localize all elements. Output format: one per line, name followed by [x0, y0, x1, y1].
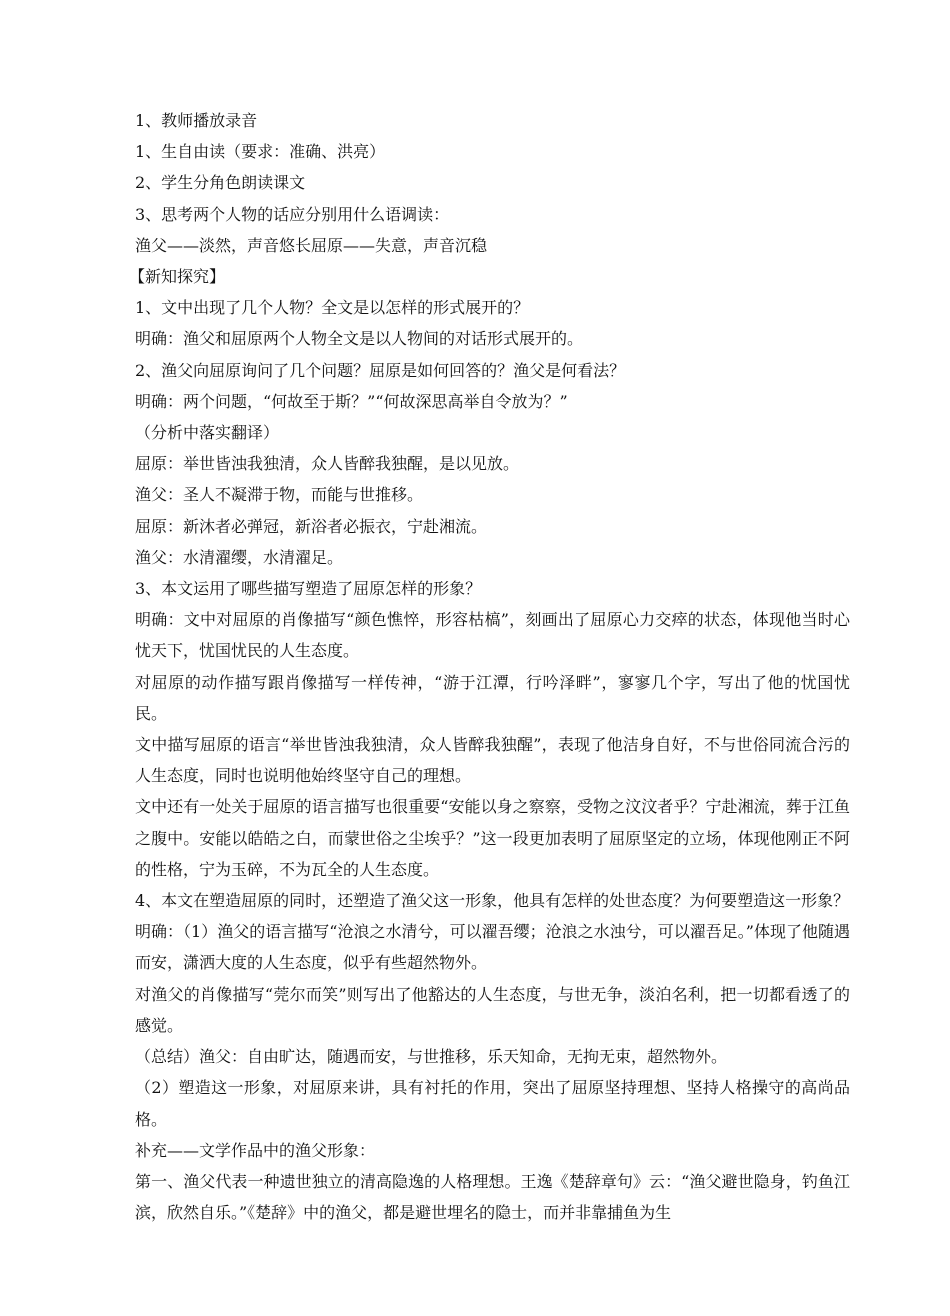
translation-note: （分析中落实翻译）	[135, 423, 280, 443]
summary-paragraph: （总结）渔父：自由旷达，随遇而安，与世推移，乐天知命，无拘无束，超然物外。	[135, 1047, 728, 1067]
answer-1: 明确：渔父和屈原两个人物全文是以人物间的对话形式展开的。	[135, 329, 584, 349]
answer-3: 明确：文中对屈原的肖像描写“颜色憔悴，形容枯槁”，刻画出了屈原心力交瘁的状态，体现他当时心忧天下，忧国忧民的人生态度。	[135, 610, 850, 661]
dialogue-line-3: 屈原：新沐者必弹冠，新浴者必振衣，宁赴湘流。	[135, 516, 488, 536]
question-3: 3、本文运用了哪些描写塑造了屈原怎样的形象？	[135, 579, 482, 599]
analysis-paragraph-4: 对渔父的肖像描写“莞尔而笑”则写出了他豁达的人生态度，与世无争，淡泊名利，把一切都看透了的感觉。	[135, 984, 850, 1035]
paragraph-1: 1、教师播放录音	[135, 111, 258, 130]
question-4: 4、本文在塑造屈原的同时，还塑造了渔父这一形象，他具有怎样的处世态度？为何要塑造这一形象？	[135, 891, 850, 911]
paragraph-4: 3、思考两个人物的话应分别用什么语调读：	[135, 204, 450, 224]
section-heading: 【新知探究】	[129, 267, 226, 287]
analysis-paragraph-3: 文中还有一处关于屈原的语言描写也很重要“安能以身之察察，受物之汶汶者乎？宁赴湘流，葬于江鱼之腹中。安能以皓皓之白，而蒙世俗之尘埃乎？”这一段更加表明了屈原坚定的立场，体现他刚正不阿的性格，宁为玉碎，不为瓦全的人生态度。	[135, 797, 850, 879]
supplement-paragraph-1: 第一、渔父代表一种遗世独立的清高隐逸的人格理想。王逸《楚辞章句》云：“渔父避世隐身，钓鱼江滨，欣然自乐。”《楚辞》中的渔父，都是避世埋名的隐士，而并非靠捕鱼为生	[135, 1171, 850, 1223]
paragraph-5: 渔父——淡然，声音悠长屈原——失意，声音沉稳	[135, 235, 488, 255]
question-1: 1、文中出现了几个人物？全文是以怎样的形式展开的？	[135, 298, 530, 318]
answer-2: 明确：两个问题，“何故至于斯？”“何故深思高举自令放为？”	[135, 391, 568, 411]
paragraph-3: 2、学生分角色朗读课文	[135, 173, 306, 193]
question-2: 2、渔父向屈原询问了几个问题？屈原是如何回答的？渔父是何看法？	[135, 360, 626, 380]
answer-4-part-2: （2）塑造这一形象，对屈原来讲，具有衬托的作用，突出了屈原坚持理想、坚持人格操守的高尚品格。	[135, 1078, 850, 1129]
supplement-heading: 补充——文学作品中的渔父形象：	[135, 1140, 376, 1160]
document-body	[129, 105, 850, 1228]
dialogue-line-1: 屈原：举世皆浊我独清，众人皆醉我独醒，是以见放。	[135, 454, 520, 474]
answer-4: 明确：（1）渔父的语言描写“沧浪之水清兮，可以濯吾缨；沧浪之水浊兮，可以濯吾足。”体现了他随遇而安，潇洒大度的人生态度，似乎有些超然物外。	[135, 922, 850, 973]
dialogue-line-2: 渔父：圣人不凝滞于物，而能与世推移。	[135, 485, 424, 505]
analysis-paragraph-2: 文中描写屈原的语言“举世皆浊我独清，众人皆醉我独醒”，表现了他洁身自好，不与世俗同流合污的人生态度，同时也说明他始终坚守自己的理想。	[135, 735, 850, 786]
paragraph-2: 1、生自由读（要求：准确、洪亮）	[135, 142, 386, 162]
analysis-paragraph-1: 对屈原的动作描写跟肖像描写一样传神，“游于江潭，行吟泽畔”，寥寥几个字，写出了他的忧国忧民。	[135, 672, 850, 723]
dialogue-line-4: 渔父：水清濯缨，水清濯足。	[135, 547, 344, 567]
